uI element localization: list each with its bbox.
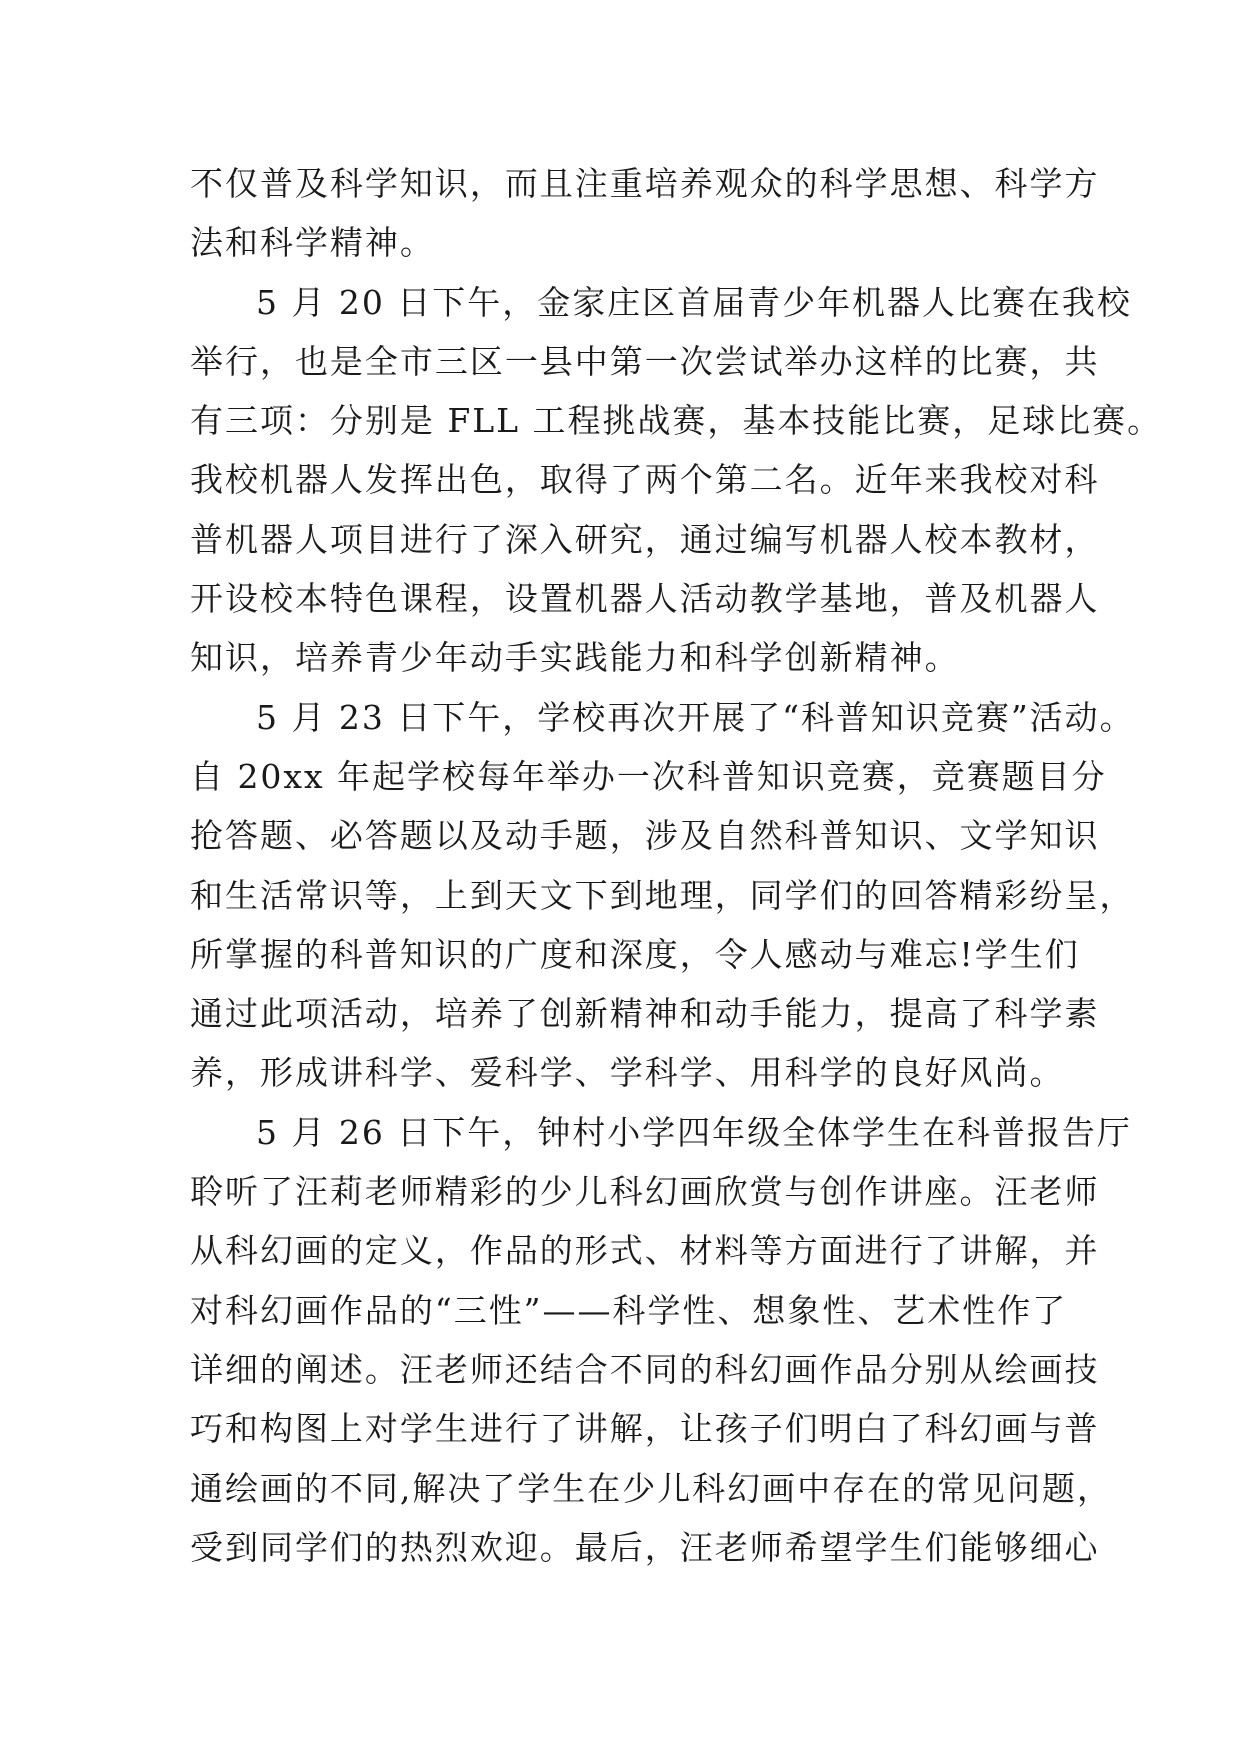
text-line: 开设校本特色课程，设置机器人活动教学基地，普及机器人	[190, 579, 1100, 619]
text-line: 养，形成讲科学、爱科学、学科学、用科学的良好风尚。	[190, 1053, 1065, 1093]
text-line: 我校机器人发挥出色，取得了两个第二名。近年来我校对科	[190, 460, 1100, 500]
text-line: 普机器人项目进行了深入研究，通过编写机器人校本教材，	[190, 519, 1100, 559]
text-line: 巧和构图上对学生进行了讲解，让孩子们明白了科幻画与普	[190, 1409, 1100, 1449]
text-line: 不仅普及科学知识，而且注重培养观众的科学思想、科学方	[190, 164, 1100, 203]
text-line: 抢答题、必答题以及动手题，涉及自然科普知识、文学知识	[190, 816, 1100, 856]
text-line: 聆听了汪莉老师精彩的少儿科幻画欣赏与创作讲座。汪老师	[190, 1172, 1100, 1212]
text-line: 法和科学精神。	[190, 223, 435, 263]
text-line: 详细的阐述。汪老师还结合不同的科幻画作品分别从绘画技	[190, 1349, 1100, 1389]
text-line: 对科幻画作品的“三性”——科学性、想象性、艺术性作了	[190, 1290, 1068, 1330]
text-line: 从科幻画的定义，作品的形式、材料等方面进行了讲解，并	[190, 1231, 1100, 1271]
text-line: 知识，培养青少年动手实践能力和科学创新精神。	[190, 638, 960, 678]
text-line: 通绘画的不同,解决了学生在少儿科幻画中存在的常见问题，	[190, 1468, 1112, 1508]
text-line: 通过此项活动，培养了创新精神和动手能力，提高了科学素	[190, 994, 1100, 1034]
text-line: 所掌握的科普知识的广度和深度，令人感动与难忘!学生们	[190, 934, 1080, 974]
document-body	[190, 154, 1163, 1577]
text-line: 和生活常识等，上到天文下到地理，同学们的回答精彩纷呈，	[190, 875, 1135, 915]
text-line: 5 月 20 日下午，金家庄区首届青少年机器人比赛在我校	[256, 282, 1132, 322]
text-line: 自 20xx 年起学校每年举办一次科普知识竞赛，竞赛题目分	[190, 756, 1107, 796]
text-line: 5 月 26 日下午，钟村小学四年级全体学生在科普报告厅	[256, 1112, 1132, 1152]
text-line: 举行，也是全市三区一县中第一次尝试举办这样的比赛，共	[190, 341, 1100, 381]
text-line: 5 月 23 日下午，学校再次开展了“科普知识竞赛”活动。	[256, 697, 1135, 737]
text-line: 有三项：分别是 FLL 工程挑战赛，基本技能比赛，足球比赛。	[190, 401, 1163, 441]
text-line: 受到同学们的热烈欢迎。最后，汪老师希望学生们能够细心	[190, 1527, 1100, 1567]
